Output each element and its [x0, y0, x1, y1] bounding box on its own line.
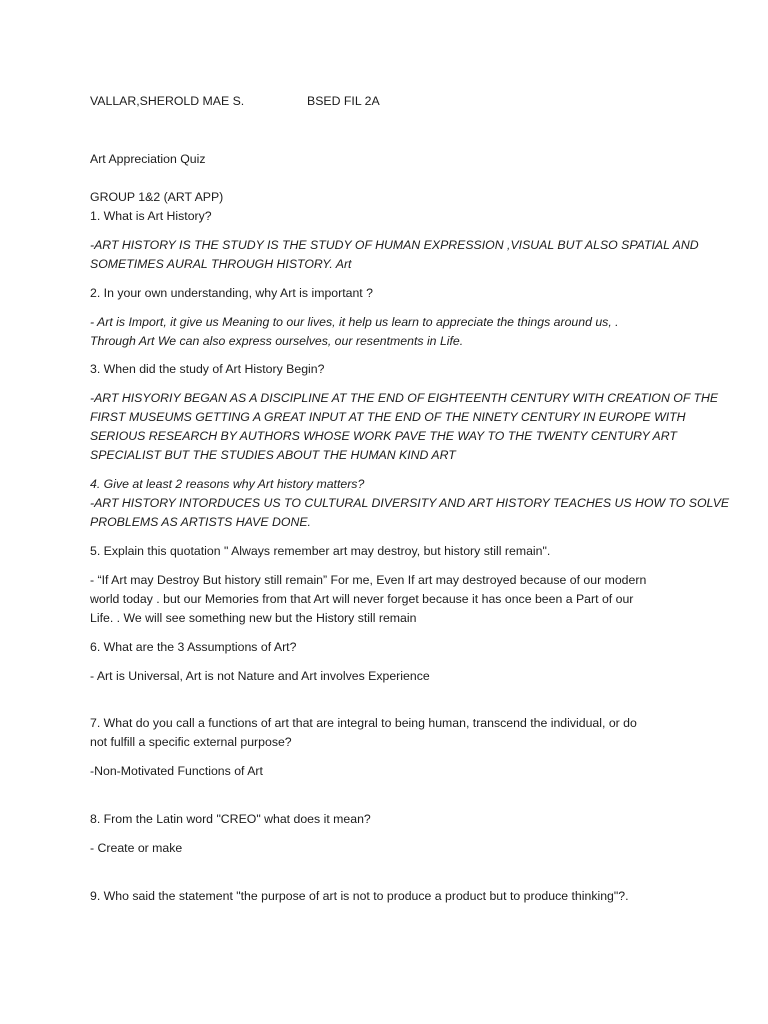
answer-6-line-1: - Art is Universal, Art is not Nature and Art involves Experience [90, 669, 430, 683]
answer-2-line-1: - Art is Import, it give us Meaning to our lives, it help us learn to appreciate the things around us, . [90, 315, 619, 329]
question-3: 3. When did the study of Art History Begin? [90, 362, 325, 376]
answer-5-line-1: - “If Art may Destroy But history still remain” For me, Even If art may destroyed because of our modern [90, 573, 647, 587]
question-8: 8. From the Latin word "CREO" what does it mean? [90, 812, 371, 826]
answer-5-line-3: Life. . We will see something new but the History still remain [90, 611, 417, 625]
question-7-line-2: not fulfill a specific external purpose? [90, 735, 292, 749]
question-9: 9. Who said the statement "the purpose of art is not to produce a product but to produce thinking"?. [90, 889, 629, 903]
answer-3-line-2: FIRST MUSEUMS GETTING A GREAT INPUT AT THE END OF THE NINETY CENTURY IN EUROPE WITH [90, 410, 686, 424]
answer-1-line-2: SOMETIMES AURAL THROUGH HISTORY. Art [90, 257, 352, 271]
answer-3-line-3: SERIOUS RESEARCH BY AUTHORS WHOSE WORK PAVE THE WAY TO THE TWENTY CENTURY ART [90, 429, 677, 443]
quiz-title: Art Appreciation Quiz [90, 152, 206, 166]
question-1: 1. What is Art History? [90, 209, 212, 223]
answer-4-line-2: PROBLEMS AS ARTISTS HAVE DONE. [90, 515, 311, 529]
answer-2-line-2: Through Art We can also express ourselves, our resentments in Life. [90, 334, 464, 348]
student-name: VALLAR,SHEROLD MAE S. [90, 94, 245, 108]
answer-1-line-1: -ART HISTORY IS THE STUDY IS THE STUDY OF HUMAN EXPRESSION ,VISUAL BUT ALSO SPATIAL AND [90, 238, 699, 252]
answer-7-line-1: -Non-Motivated Functions of Art [90, 764, 263, 778]
question-5: 5. Explain this quotation " Always remember art may destroy, but history still remain". [90, 544, 551, 558]
section-label: BSED FIL 2A [307, 94, 380, 108]
answer-4-line-1: -ART HISTORY INTORDUCES US TO CULTURAL DIVERSITY AND ART HISTORY TEACHES US HOW TO SOLVE [90, 496, 730, 510]
group-label: GROUP 1&2 (ART APP) [90, 190, 224, 204]
answer-8-line-1: - Create or make [90, 841, 183, 855]
question-2: 2. In your own understanding, why Art is important ? [90, 286, 373, 300]
answer-5-line-2: world today . but our Memories from that Art will never forget because it has once been a Part of our [90, 592, 634, 606]
answer-3-line-4: SPECIALIST BUT THE STUDIES ABOUT THE HUMAN KIND ART [90, 448, 456, 462]
question-4: 4. Give at least 2 reasons why Art history matters? [90, 477, 365, 491]
question-6: 6. What are the 3 Assumptions of Art? [90, 640, 297, 654]
question-7-line-1: 7. What do you call a functions of art that are integral to being human, transcend the individual, or do [90, 716, 637, 730]
answer-3-line-1: -ART HISYORIY BEGAN AS A DISCIPLINE AT THE END OF EIGHTEENTH CENTURY WITH CREATION OF THE [90, 391, 719, 405]
